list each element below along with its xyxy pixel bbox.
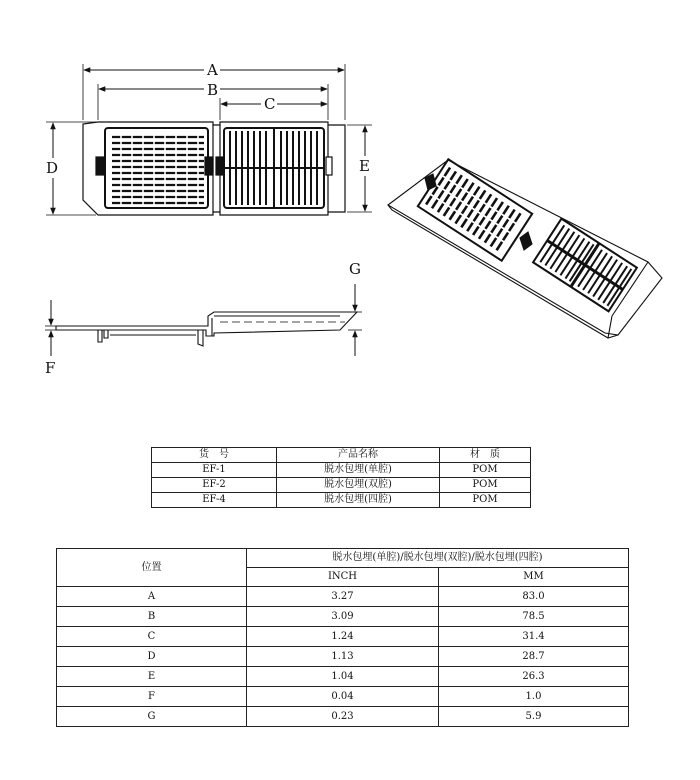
- dimension-label-e: E: [359, 157, 370, 175]
- inch-cell: 3.27: [247, 587, 439, 607]
- group-header: 脱水包埋(单腔)/脱水包埋(双腔)/脱水包埋(四腔): [247, 549, 629, 568]
- unit-inch-header: INCH: [247, 568, 439, 587]
- table-row: [57, 707, 629, 727]
- position-cell: F: [57, 687, 247, 707]
- inch-cell: 0.23: [247, 707, 439, 727]
- mm-cell: 1.0: [439, 687, 629, 707]
- product-material-header: 材 质: [440, 448, 531, 463]
- dimension-table-group-row: [57, 549, 629, 568]
- product-material: POM: [440, 463, 531, 478]
- table-row: [152, 463, 531, 478]
- position-cell: A: [57, 587, 247, 607]
- mm-cell: 26.3: [439, 667, 629, 687]
- table-row: [57, 667, 629, 687]
- dimension-label-b: B: [207, 81, 219, 99]
- product-code-header: 货 号: [152, 448, 277, 463]
- table-row: [57, 687, 629, 707]
- mm-cell: 78.5: [439, 607, 629, 627]
- inch-cell: 1.13: [247, 647, 439, 667]
- product-name: 脱水包埋(单腔): [277, 463, 440, 478]
- product-code: EF-2: [152, 478, 277, 493]
- position-cell: E: [57, 667, 247, 687]
- product-name: 脱水包埋(双腔): [277, 478, 440, 493]
- inch-cell: 1.24: [247, 627, 439, 647]
- inch-cell: 0.04: [247, 687, 439, 707]
- side-view: [56, 312, 357, 346]
- product-material: POM: [440, 493, 531, 508]
- dimension-label-f: F: [45, 359, 56, 377]
- position-cell: B: [57, 607, 247, 627]
- position-header: 位置: [57, 549, 247, 587]
- dimension-label-d: D: [46, 159, 59, 177]
- position-cell: D: [57, 647, 247, 667]
- dimension-label-a: A: [207, 61, 218, 79]
- mm-cell: 83.0: [439, 587, 629, 607]
- isometric-view: [388, 159, 662, 338]
- dimension-table: [56, 548, 629, 727]
- position-cell: G: [57, 707, 247, 727]
- mm-cell: 28.7: [439, 647, 629, 667]
- table-row: [57, 587, 629, 607]
- position-cell: C: [57, 627, 247, 647]
- table-row: [57, 647, 629, 667]
- product-material: POM: [440, 478, 531, 493]
- inch-cell: 1.04: [247, 667, 439, 687]
- table-row: [57, 607, 629, 627]
- dimension-label-g: G: [349, 260, 361, 278]
- product-name-header: 产品名称: [277, 448, 440, 463]
- top-view: [83, 122, 345, 215]
- product-code: EF-1: [152, 463, 277, 478]
- product-table: [151, 447, 531, 508]
- inch-cell: 3.09: [247, 607, 439, 627]
- product-table-header-row: [152, 448, 531, 463]
- dimension-label-c: C: [264, 95, 276, 113]
- product-code: EF-4: [152, 493, 277, 508]
- product-name: 脱水包埋(四腔): [277, 493, 440, 508]
- mm-cell: 5.9: [439, 707, 629, 727]
- table-row: [57, 627, 629, 647]
- unit-mm-header: MM: [439, 568, 629, 587]
- table-row: [152, 493, 531, 508]
- mm-cell: 31.4: [439, 627, 629, 647]
- table-row: [152, 478, 531, 493]
